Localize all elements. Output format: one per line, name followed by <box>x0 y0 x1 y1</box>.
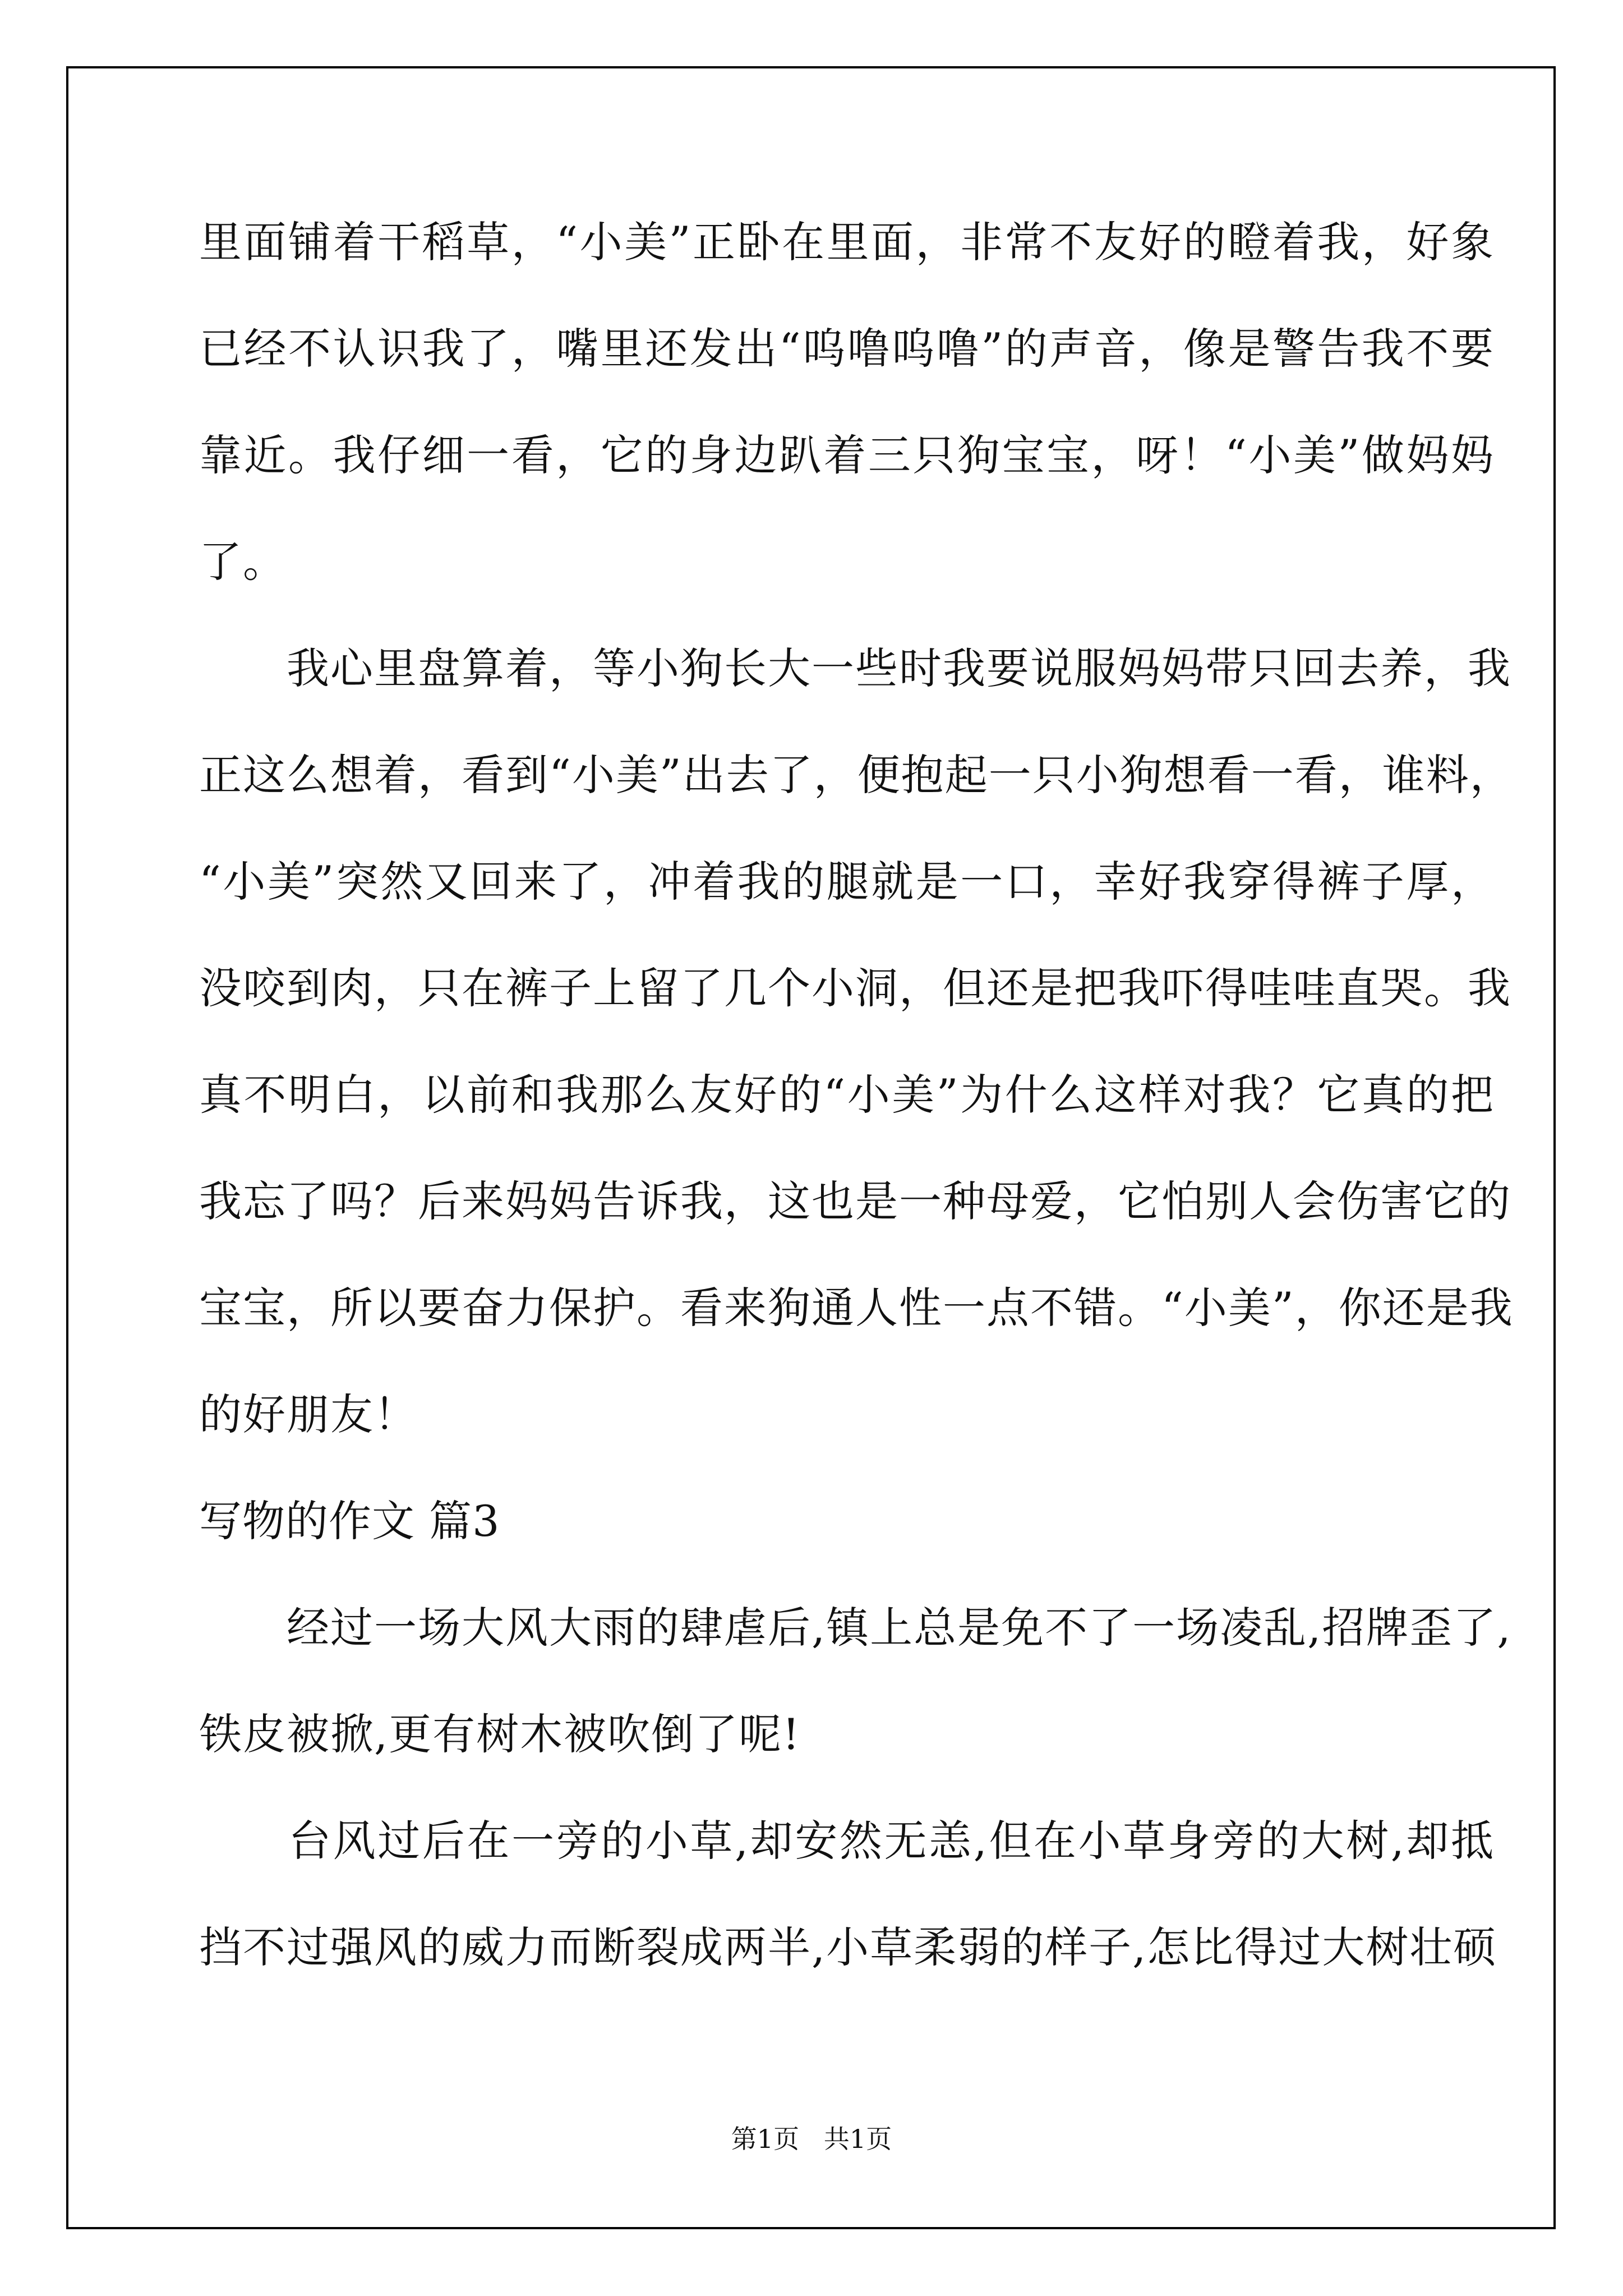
text-line: 经过一场大风大雨的肆虐后,镇上总是免不了一场凌乱,招牌歪了, <box>199 1603 1512 1653</box>
text-line: 里面铺着干稻草，“小美”正卧在里面，非常不友好的瞪着我，好象 <box>199 217 1495 267</box>
text-line: 我心里盘算着，等小狗长大一些时我要说服妈妈带只回去养，我 <box>199 643 1511 693</box>
document-body <box>199 209 1514 2021</box>
text-line: “小美”突然又回来了，冲着我的腿就是一口，幸好我穿得裤子厚， <box>199 857 1495 907</box>
text-line: 宝宝，所以要奋力保护。看来狗通人性一点不错。“小美”，你还是我 <box>199 1283 1514 1333</box>
text-line: 挡不过强风的威力而断裂成两半,小草柔弱的样子,怎比得过大树壮硕 <box>199 1922 1497 1972</box>
text-line: 的好朋友！ <box>199 1389 418 1439</box>
page-footer: 第1页 共1页 <box>731 2124 892 2154</box>
section-heading: 写物的作文 篇3 <box>199 1496 500 1546</box>
text-line: 没咬到肉，只在裤子上留了几个小洞，但还是把我吓得哇哇直哭。我 <box>199 963 1511 1013</box>
text-line: 正这么想着，看到“小美”出去了，便抱起一只小狗想看一看，谁料， <box>199 750 1514 800</box>
text-line: 了。 <box>199 537 287 587</box>
text-line: 已经不认识我了，嘴里还发出“呜噜呜噜”的声音，像是警告我不要 <box>199 324 1495 374</box>
text-line: 铁皮被掀,更有树木被吹倒了呢! <box>199 1709 801 1759</box>
text-line: 真不明白，以前和我那么友好的“小美”为什么这样对我？它真的把 <box>199 1070 1495 1120</box>
text-line: 我忘了吗？后来妈妈告诉我，这也是一种母爱，它怕别人会伤害它的 <box>199 1176 1511 1226</box>
text-line: 靠近。我仔细一看，它的身边趴着三只狗宝宝，呀！“小美”做妈妈 <box>199 430 1495 480</box>
text-line: 台风过后在一旁的小草,却安然无恙,但在小草身旁的大树,却抵 <box>199 1816 1495 1866</box>
